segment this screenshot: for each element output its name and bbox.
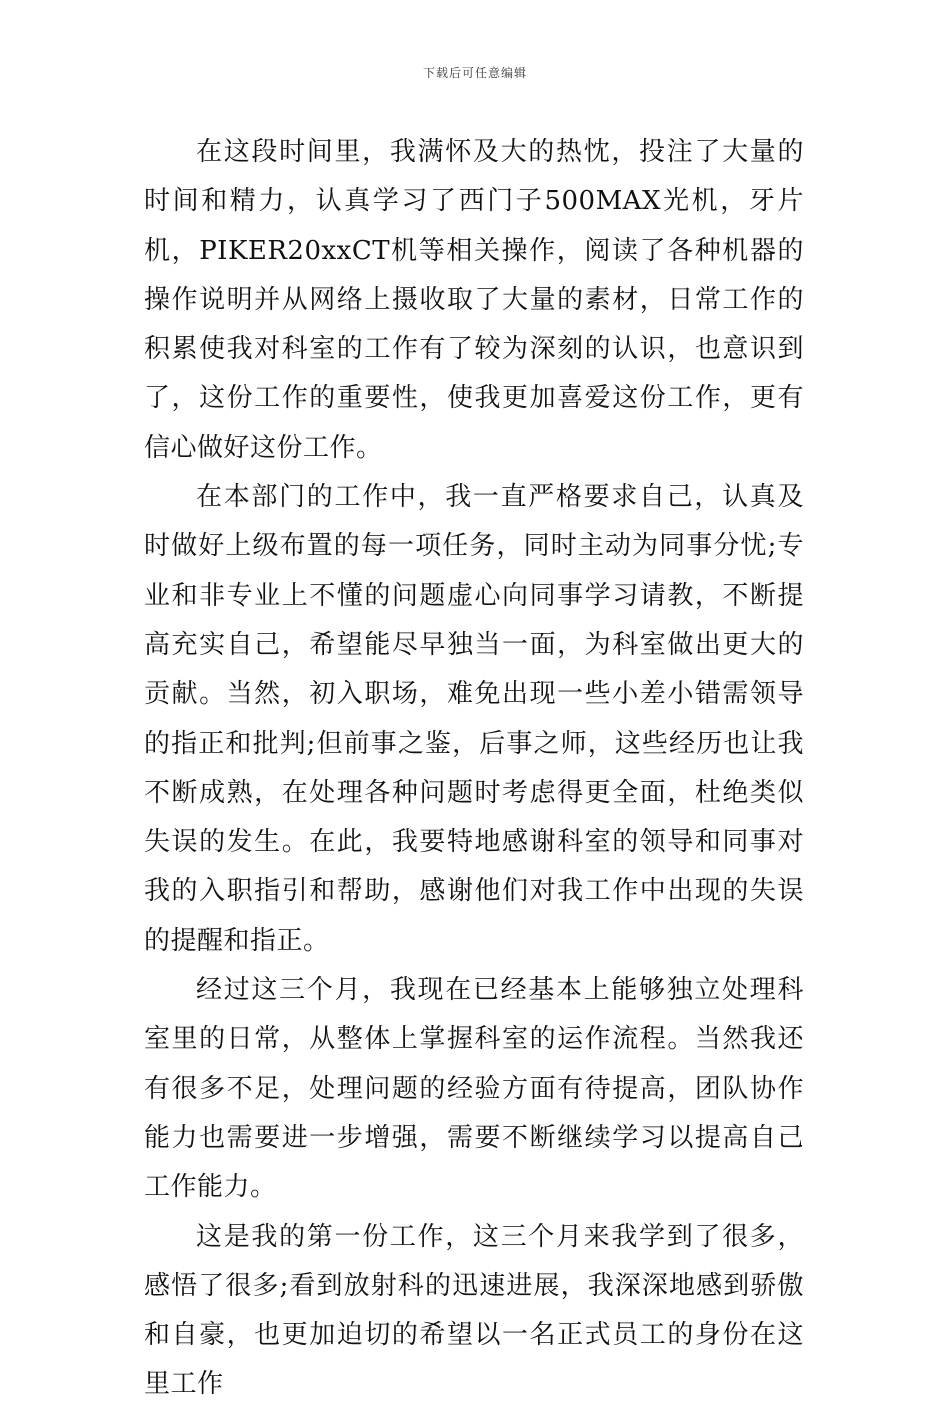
header-note: 下载后可任意编辑 [422, 66, 527, 80]
document-body [144, 128, 804, 1410]
paragraph-1: 在这段时间里，我满怀及大的热忱，投注了大量的时间和精力，认真学习了西门子500MAX光机，牙片机，PIKER20xxCT机等相关操作，阅读了各种机器的操作说明并从网络上摄收取了大量的素材，日常工作的积累使我对科室的工作有了较为深刻的认识，也意识到了，这份工作的重要性，使我更加喜爱这份工作，更有信心做好这份工作。 [144, 137, 804, 463]
paragraph-3: 经过这三个月，我现在已经基本上能够独立处理科室里的日常，从整体上掌握科室的运作流程。当然我还有很多不足，处理问题的经验方面有待提高，团队协作能力也需要进一步增强，需要不断继续学习以提高自己工作能力。 [144, 975, 804, 1203]
paragraph-2: 在本部门的工作中，我一直严格要求自己，认真及时做好上级布置的每一项任务，同时主动为同事分忧;专业和非专业上不懂的问题虚心向同事学习请教，不断提高充实自己，希望能尽早独当一面，为科室做出更大的贡献。当然，初入职场，难免出现一些小差小错需领导的指正和批判;但前事之鉴，后事之师，这些经历也让我不断成熟，在处理各种问题时考虑得更全面，杜绝类似失误的发生。在此，我要特地感谢科室的领导和同事对我的入职指引和帮助，感谢他们对我工作中出现的失误的提醒和指正。 [144, 482, 804, 956]
paragraph-4: 这是我的第一份工作，这三个月来我学到了很多，感悟了很多;看到放射科的迅速进展，我深深地感到骄傲和自豪，也更加迫切的希望以一名正式员工的身份在这里工作 [144, 1221, 804, 1400]
